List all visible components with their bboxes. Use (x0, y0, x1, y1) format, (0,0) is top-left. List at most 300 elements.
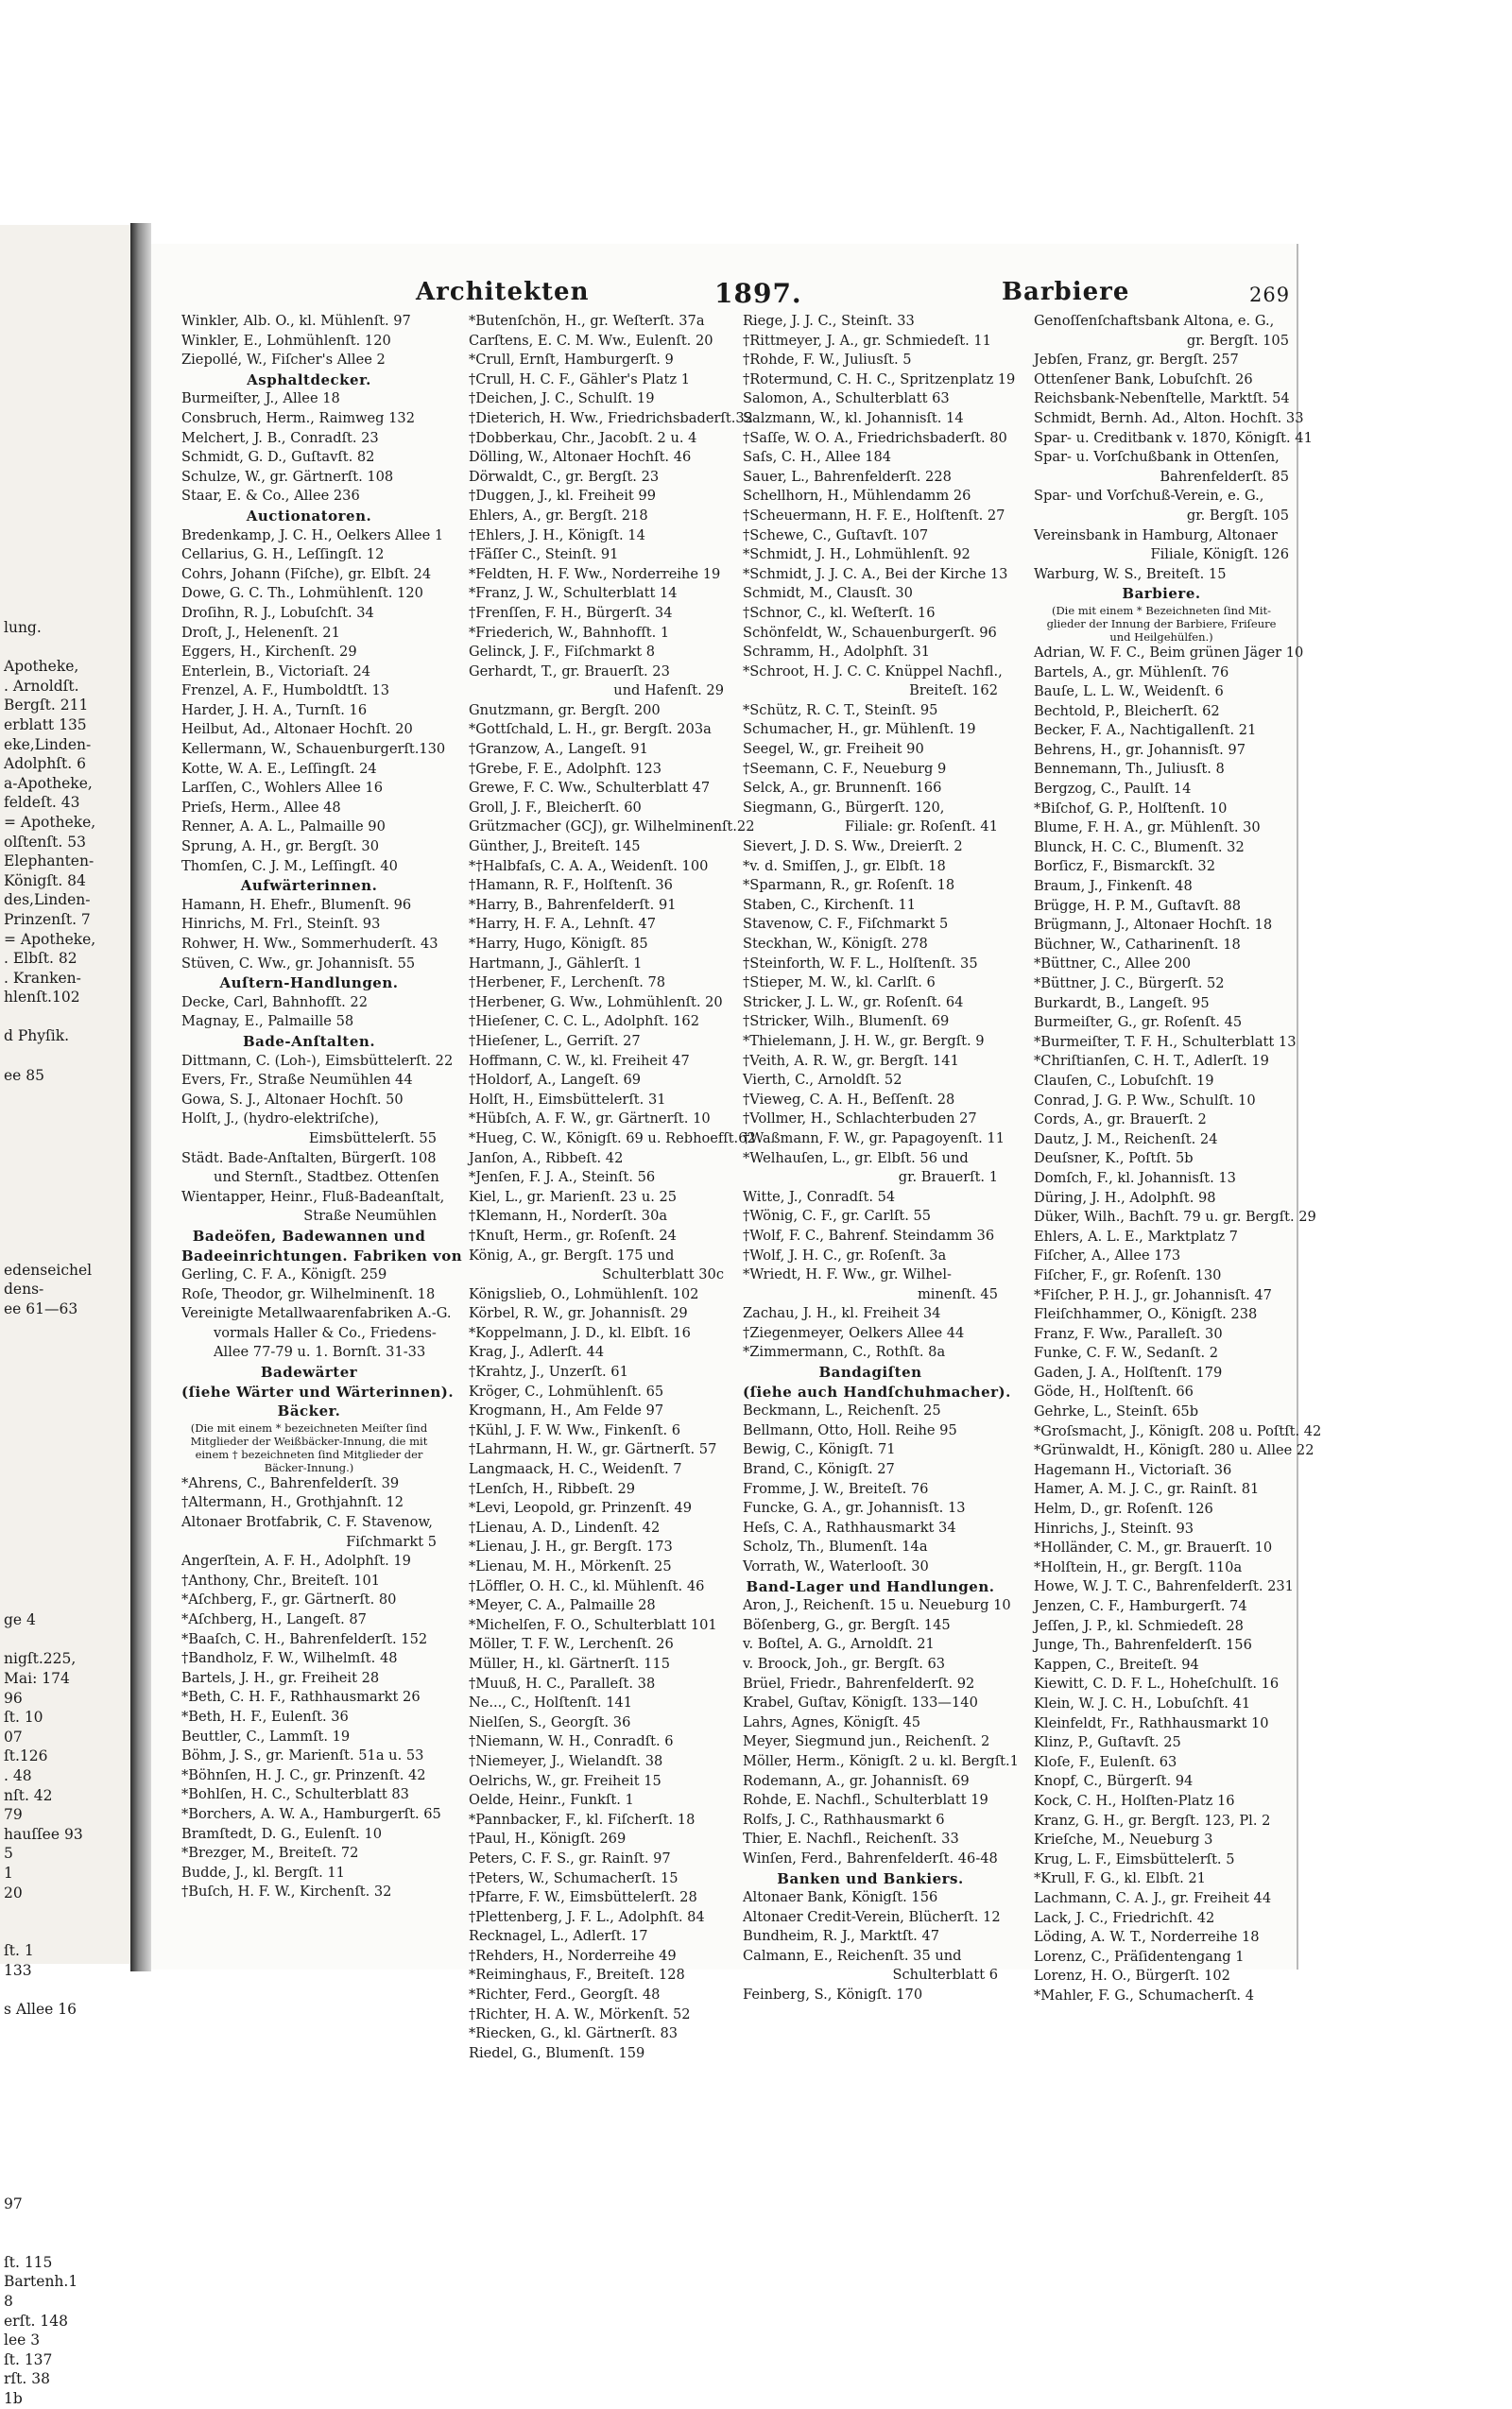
directory-entry: †Richter, H. A. W., Mörkenſt. 52 (469, 2005, 691, 2022)
directory-entry: †Grebe, F. E., Adolphſt. 123 (469, 760, 662, 777)
directory-entry: †Klemann, H., Norderſt. 30a (469, 1208, 668, 1225)
directory-entry: †Plettenberg, J. F. L., Adolphſt. 84 (469, 1908, 705, 1925)
header-year: 1897. (714, 278, 802, 309)
directory-entry: Carſtens, E. C. M. Ww., Eulenſt. 20 (469, 332, 713, 349)
directory-entry: Lahrs, Agnes, Königſt. 45 (743, 1713, 921, 1730)
directory-entry: †Schnor, C., kl. Weſterſt. 16 (743, 604, 936, 621)
directory-entry: *Schmidt, J. H., Lohmühlenſt. 92 (743, 546, 971, 563)
directory-entry: Gerling, C. F. A., Königſt. 259 (181, 1266, 387, 1283)
directory-entry: Filiale, Königſt. 126 (1150, 546, 1289, 563)
directory-entry: Recknagel, L., Adlerſt. 17 (469, 1928, 648, 1945)
directory-entry: Altonaer Brotfabrik, C. F. Stavenow, (181, 1514, 433, 1531)
directory-entry: Königslieb, O., Lohmühlenſt. 102 (469, 1285, 699, 1302)
directory-entry: Schellhorn, H., Mühlendamm 26 (743, 488, 971, 505)
directory-entry: Vereinigte Metallwaarenfabriken A.-G. (181, 1305, 452, 1322)
facing-page-line: . Elbſt. 82 (4, 950, 77, 968)
directory-entry: Deuſsner, K., Poſtſt. 5b (1034, 1150, 1194, 1167)
directory-entry: Gnutzmann, gr. Bergſt. 200 (469, 701, 661, 718)
section-note: (Die mit einem * Bezeichneten ſind Mit- (1051, 603, 1272, 617)
directory-entry: Sievert, J. D. S. Ww., Dreierſt. 2 (743, 838, 963, 855)
facing-page-line: ee 61—63 (4, 1299, 78, 1317)
directory-entry: Clauſen, C., Lobuſchſt. 19 (1034, 1072, 1214, 1089)
facing-page-line: 5 (4, 1845, 13, 1863)
directory-column-4 (1034, 312, 1322, 2005)
directory-entry: Fleiſchhammer, O., Königſt. 238 (1034, 1306, 1258, 1323)
directory-entry: *Friederich, W., Bahnhofſt. 1 (469, 624, 670, 641)
directory-entry: Jenzen, C. F., Hamburgerſt. 74 (1034, 1598, 1247, 1614)
directory-entry: Vereinsbank in Hamburg, Altonaer (1034, 526, 1278, 543)
directory-entry: †Pfarre, F. W., Eimsbüttelerſt. 28 (469, 1889, 697, 1906)
directory-entry: Fromme, J. W., Breiteſt. 76 (743, 1480, 929, 1497)
directory-entry: Salomon, A., Schulterblatt 63 (743, 390, 950, 407)
directory-entry: †Peters, W., Schumacherſt. 15 (469, 1869, 679, 1886)
directory-entry: Vierth, C., Arnoldſt. 52 (743, 1072, 902, 1089)
directory-entry: Kranz, G. H., gr. Bergſt. 123, Pl. 2 (1034, 1812, 1271, 1829)
directory-entry: Siegmann, G., Bürgerſt. 120, (743, 799, 945, 816)
directory-entry: Brand, C., Königſt. 27 (743, 1461, 895, 1478)
directory-entry: minenſt. 45 (917, 1285, 998, 1302)
facing-page-line: Bartenh.1 (4, 2273, 78, 2291)
directory-entry: Schulterblatt 6 (892, 1967, 998, 1984)
directory-entry: Oelde, Heinr., Funkſt. 1 (469, 1792, 634, 1809)
directory-column-1 (181, 312, 463, 1902)
facing-page-line (4, 2039, 259, 2058)
facing-page-line: d Phyſik. (4, 1027, 70, 1045)
section-heading: Banken und Bankiers. (777, 1869, 964, 1887)
directory-entry: Conrad, J. G. P. Ww., Schulſt. 10 (1034, 1092, 1256, 1109)
directory-entry: *Harry, H. F. A., Lehnſt. 47 (469, 916, 657, 933)
facing-page-line: des,Linden- (4, 891, 91, 909)
directory-entry: Brügge, H. P. M., Guſtavſt. 88 (1034, 897, 1242, 914)
directory-entry: Bramſtedt, D. G., Eulenſt. 10 (181, 1825, 383, 1842)
directory-entry: Calmann, E., Reichenſt. 35 und (743, 1947, 962, 1964)
directory-entry: †Frenſſen, F. H., Bürgerſt. 34 (469, 604, 673, 621)
directory-entry: Bergzog, C., Paulſt. 14 (1034, 781, 1192, 798)
directory-entry: Grützmacher (GCJ), gr. Wilhelminenſt.22 (469, 818, 755, 835)
directory-column-2 (469, 312, 756, 2063)
facing-page-fragment (0, 225, 133, 2408)
directory-entry: *Sparmann, R., gr. Roſenſt. 18 (743, 877, 955, 894)
directory-entry: v. Boſtel, A. G., Arnoldſt. 21 (743, 1636, 935, 1653)
directory-entry: Magnay, E., Palmaille 58 (181, 1013, 354, 1030)
directory-entry: Bartels, A., gr. Mühlenſt. 76 (1034, 663, 1229, 680)
directory-entry: Enterlein, B., Victoriaſt. 24 (181, 662, 371, 680)
directory-entry: †Lienau, A. D., Lindenſt. 42 (469, 1519, 661, 1536)
directory-entry: Göde, H., Holſtenſt. 66 (1034, 1384, 1194, 1401)
directory-entry: vormals Haller & Co., Friedens- (214, 1324, 437, 1341)
directory-entry: *Welhauſen, L., gr. Elbſt. 56 und (743, 1149, 969, 1166)
directory-entry: †Schewe, C., Guſtavſt. 107 (743, 526, 929, 543)
directory-entry: Rohwer, H. Ww., Sommerhuderſt. 43 (181, 936, 438, 952)
directory-entry: *Pannbacker, F., kl. Fiſcherſt. 18 (469, 1811, 696, 1828)
directory-entry: Aron, J., Reichenſt. 15 u. Neueburg 10 (743, 1597, 1011, 1614)
directory-entry: †Niemeyer, J., Wielandſt. 38 (469, 1752, 663, 1769)
facing-page-line: = Apotheke, (4, 813, 96, 831)
section-note: und Heilgehülfen.) (1109, 629, 1213, 644)
directory-entry: Klein, W. J. C. H., Lobuſchſt. 41 (1034, 1695, 1251, 1712)
directory-entry: *Bohlſen, H. C., Schulterblatt 83 (181, 1786, 409, 1803)
facing-page-line: Adolphſt. 6 (4, 755, 86, 773)
directory-entry: Kotte, W. A. E., Leſſingſt. 24 (181, 760, 377, 777)
directory-entry: Winkler, Alb. O., kl. Mühlenſt. 97 (181, 313, 411, 329)
directory-entry: †Stricker, Wilh., Blumenſt. 69 (743, 1013, 950, 1030)
directory-entry: *Aſchberg, F., gr. Gärtnerſt. 80 (181, 1592, 397, 1609)
facing-page-line (4, 2233, 259, 2253)
directory-entry: Holſt, H., Eimsbüttelerſt. 31 (469, 1091, 666, 1108)
directory-entry: *Biſchof, G. P., Holſtenſt. 10 (1034, 800, 1228, 817)
directory-entry: Breiteſt. 162 (909, 682, 998, 699)
directory-entry: *Borchers, A. W. A., Hamburgerſt. 65 (181, 1805, 441, 1822)
facing-page-line: olſtenſt. 53 (4, 833, 86, 851)
directory-entry: Seegel, W., gr. Freiheit 90 (743, 741, 924, 758)
facing-page-line: Apotheke, (4, 658, 79, 676)
facing-page-line: . 48 (4, 1767, 32, 1785)
directory-entry: *Reiminghaus, F., Breiteſt. 128 (469, 1967, 685, 1984)
directory-entry: Hamann, H. Ehefr., Blumenſt. 96 (181, 896, 412, 913)
directory-entry: *Levi, Leopold, gr. Prinzenſt. 49 (469, 1500, 693, 1517)
directory-entry: †Buſch, H. F. W., Kirchenſt. 32 (181, 1884, 392, 1901)
directory-entry: Hamer, A. M. J. C., gr. Rainſt. 81 (1034, 1481, 1260, 1498)
directory-entry: Harder, J. H. A., Turnſt. 16 (181, 701, 368, 718)
directory-entry: *Franz, J. W., Schulterblatt 14 (469, 585, 678, 602)
directory-entry: *Schroot, H. J. C. C. Knüppel Nachfl., (743, 662, 1003, 680)
directory-entry: †Dieterich, H. Ww., Friedrichsbaderſt.32 (469, 409, 753, 426)
directory-entry: *Lienau, M. H., Mörkenſt. 25 (469, 1558, 672, 1574)
facing-page-line: erſt. 148 (4, 2312, 68, 2330)
facing-page-line (4, 2156, 259, 2176)
directory-entry: Steckhan, W., Königſt. 278 (743, 936, 928, 952)
directory-entry: Cords, A., gr. Brauerſt. 2 (1034, 1111, 1207, 1128)
directory-entry: Hartmann, J., Gählerſt. 1 (469, 955, 643, 972)
directory-entry: Böhm, J. S., gr. Marienſt. 51a u. 53 (181, 1747, 424, 1764)
facing-page-line: edenseichel (4, 1261, 93, 1279)
directory-entry: Winſen, Ferd., Bahrenfelderſt. 46-48 (743, 1850, 998, 1867)
directory-entry: *Hübſch, A. F. W., gr. Gärtnerſt. 10 (469, 1110, 711, 1127)
directory-entry: Kellermann, W., Schauenburgerſt.130 (181, 741, 446, 758)
directory-entry: Schumacher, H., gr. Mühlenſt. 19 (743, 721, 976, 738)
facing-page-line: 1b (4, 2390, 23, 2408)
directory-entry: Saſs, C. H., Allee 184 (743, 449, 892, 466)
directory-entry: Budde, J., kl. Bergſt. 11 (181, 1864, 345, 1881)
directory-entry: *Michelſen, F. O., Schulterblatt 101 (469, 1616, 717, 1633)
directory-entry: †Krahtz, J., Unzerſt. 61 (469, 1364, 628, 1381)
directory-entry: Funcke, G. A., gr. Johannisſt. 13 (743, 1500, 966, 1517)
directory-entry: *Butenſchön, H., gr. Weſterſt. 37a (469, 313, 705, 329)
directory-entry: Möller, T. F. W., Lerchenſt. 26 (469, 1636, 674, 1653)
directory-entry: Heſs, C. A., Rathhausmarkt 34 (743, 1519, 956, 1536)
directory-entry: Braum, J., Finkenſt. 48 (1034, 878, 1193, 895)
section-note: einem † bezeichneten ſind Mitglieder der (195, 1447, 423, 1461)
directory-entry: Brügmann, J., Altonaer Hochſt. 18 (1034, 917, 1273, 934)
directory-entry: †Deichen, J. C., Schulſt. 19 (469, 390, 655, 407)
directory-entry: Schmidt, M., Clausſt. 30 (743, 585, 913, 602)
directory-entry: †Holdorf, A., Langeſt. 69 (469, 1072, 642, 1089)
section-heading: Badewärter (260, 1364, 358, 1382)
directory-entry: †Wolf, F. C., Bahrenf. Steindamm 36 (743, 1227, 995, 1244)
directory-entry: *Fiſcher, P. H. J., gr. Johannisſt. 47 (1034, 1286, 1272, 1303)
directory-entry: Evers, Fr., Straße Neumühlen 44 (181, 1072, 413, 1089)
directory-entry: Rodemann, A., gr. Johannisſt. 69 (743, 1772, 970, 1789)
directory-entry: Krug, L. F., Eimsbüttelerſt. 5 (1034, 1850, 1235, 1867)
directory-entry: Krag, J., Adlerſt. 44 (469, 1344, 605, 1361)
section-heading: Bade-Anſtalten. (242, 1032, 376, 1050)
directory-entry: Spar- u. Creditbank v. 1870, Königſt. 41 (1034, 429, 1313, 446)
facing-page-line (4, 2136, 259, 2156)
facing-page-line: 20 (4, 1884, 23, 1901)
facing-page-line: 07 (4, 1728, 23, 1746)
directory-entry: Cellarius, G. H., Leſſingſt. 12 (181, 546, 385, 563)
directory-entry: Dautz, J. M., Reichenſt. 24 (1034, 1130, 1218, 1147)
directory-entry: †Wönig, C. F., gr. Carlſt. 55 (743, 1208, 932, 1225)
directory-entry: Reichsbank-Nebenſtelle, Marktſt. 54 (1034, 390, 1290, 407)
directory-entry: Möller, Herm., Königſt. 2 u. kl. Bergſt.1 (743, 1752, 1019, 1769)
directory-entry: *Wriedt, H. F. Ww., gr. Wilhel- (743, 1266, 952, 1283)
directory-entry: Roſe, Theodor, gr. Wilhelminenſt. 18 (181, 1285, 436, 1302)
directory-entry: Helm, D., gr. Roſenſt. 126 (1034, 1501, 1213, 1518)
facing-page-line: Elephanten- (4, 852, 94, 870)
facing-page-line: rſt. 38 (4, 2370, 50, 2388)
directory-entry: Büchner, W., Catharinenſt. 18 (1034, 936, 1241, 953)
directory-entry: Prieſs, Herm., Allee 48 (181, 799, 341, 816)
directory-entry: Altonaer Credit-Verein, Blücherſt. 12 (743, 1908, 1001, 1925)
directory-entry: Jeſſen, J. P., kl. Schmiedeſt. 28 (1034, 1617, 1244, 1634)
directory-entry: †Saſſe, W. O. A., Friedrichsbaderſt. 80 (743, 429, 1007, 446)
directory-entry: Rohde, E. Nachfl., Schulterblatt 19 (743, 1792, 988, 1809)
directory-entry: Kappen, C., Breiteſt. 94 (1034, 1656, 1199, 1673)
directory-entry: †Scheuermann, H. F. E., Holſtenſt. 27 (743, 507, 1005, 524)
directory-entry: *Harry, B., Bahrenfelderſt. 91 (469, 896, 677, 913)
directory-entry: Funke, C. F. W., Sedanſt. 2 (1034, 1345, 1219, 1362)
header-left-keyword: Architekten (416, 278, 590, 306)
directory-entry: Borſicz, F., Bismarckſt. 32 (1034, 858, 1215, 875)
facing-page-line: hlenſt.102 (4, 989, 80, 1007)
directory-entry: †Niemann, W. H., Conradſt. 6 (469, 1733, 674, 1750)
facing-page-line: 8 (4, 2293, 13, 2311)
facing-page-line (4, 2097, 259, 2117)
directory-entry: †Vollmer, H., Schlachterbuden 27 (743, 1110, 977, 1127)
directory-entry: Eggers, H., Kirchenſt. 29 (181, 644, 357, 661)
directory-entry: †Fäſſer C., Steinſt. 91 (469, 546, 619, 563)
directory-entry: Beuttler, C., Lammſt. 19 (181, 1728, 351, 1745)
directory-entry: *Gottſchald, L. H., gr. Bergſt. 203a (469, 721, 712, 738)
directory-entry: Filiale: gr. Roſenſt. 41 (844, 818, 998, 835)
directory-entry: Melchert, J. B., Conradſt. 23 (181, 429, 379, 446)
directory-entry: Staben, C., Kirchenſt. 11 (743, 896, 917, 913)
directory-entry: Knopf, C., Bürgerſt. 94 (1034, 1773, 1194, 1790)
directory-entry: *Ahrens, C., Bahrenfelderſt. 39 (181, 1474, 400, 1491)
directory-entry: Schmidt, Bernh. Ad., Alton. Hochſt. 33 (1034, 409, 1304, 426)
directory-entry: *Beth, C. H. F., Rathhausmarkt 26 (181, 1689, 421, 1706)
directory-entry: Peters, C. F. S., gr. Rainſt. 97 (469, 1850, 671, 1867)
directory-entry: Riege, J. J. C., Steinſt. 33 (743, 313, 915, 329)
directory-entry: Lorenz, H. O., Bürgerſt. 102 (1034, 1968, 1230, 1985)
directory-entry: Meyer, Siegmund jun., Reichenſt. 2 (743, 1733, 990, 1750)
directory-entry: †Rehders, H., Norderreihe 49 (469, 1947, 677, 1964)
directory-entry: *Jenſen, F. J. A., Steinſt. 56 (469, 1169, 656, 1186)
directory-entry: *Aſchberg, H., Langeſt. 87 (181, 1611, 367, 1627)
directory-entry: Hinrichs, M. Frl., Steinſt. 93 (181, 916, 381, 933)
directory-entry: †Löffler, O. H. C., kl. Mühlenſt. 46 (469, 1577, 705, 1594)
directory-entry: Ottenſener Bank, Lobuſchſt. 26 (1034, 370, 1253, 387)
facing-page-line: . Kranken- (4, 969, 81, 987)
facing-page-line: Prinzenſt. 7 (4, 910, 91, 928)
facing-page-line: nſt. 42 (4, 1786, 53, 1804)
directory-entry: *Holſtein, H., gr. Bergſt. 110a (1034, 1558, 1243, 1575)
directory-entry: Eimsbüttelerſt. 55 (308, 1129, 437, 1146)
directory-entry: Hoffmann, C. W., kl. Freiheit 47 (469, 1052, 690, 1069)
directory-entry: Bartels, J. H., gr. Freiheit 28 (181, 1669, 380, 1686)
directory-entry: Wientapper, Heinr., Fluß-Badeanſtalt, (181, 1188, 445, 1205)
section-heading: Aufwärterinnen. (240, 877, 378, 895)
directory-entry: Kloſe, F., Eulenſt. 63 (1034, 1753, 1177, 1770)
directory-entry: †Rohde, F. W., Juliusſt. 5 (743, 352, 912, 369)
facing-page-line (4, 2214, 259, 2234)
directory-entry: *†Halbfaſs, C. A. A., Weidenſt. 100 (469, 857, 709, 874)
section-heading: Barbiere. (1122, 585, 1201, 603)
directory-entry: Sprung, A. H., gr. Bergſt. 30 (181, 838, 379, 855)
directory-entry: *Thielemann, J. H. W., gr. Bergſt. 9 (743, 1032, 985, 1049)
directory-entry: Klinz, P., Guſtavſt. 25 (1034, 1734, 1181, 1751)
facing-page-line: ee 85 (4, 1066, 44, 1084)
directory-entry: Stüven, C. Ww., gr. Johannisſt. 55 (181, 955, 416, 972)
facing-page-line: 133 (4, 1961, 32, 1979)
directory-entry: †Steinforth, W. F. L., Holſtenſt. 35 (743, 955, 978, 972)
facing-page-line: lee 3 (4, 2332, 41, 2349)
section-heading: Auctionatoren. (246, 507, 372, 525)
directory-entry: *Grünwaldt, H., Königſt. 280 u. Allee 22 (1034, 1442, 1314, 1459)
facing-page-line: 96 (4, 1689, 23, 1707)
directory-entry: Kock, C. H., Holſten-Platz 16 (1034, 1792, 1235, 1809)
directory-entry: Droſihn, R. J., Lobuſchſt. 34 (181, 604, 374, 621)
directory-entry: *Groſsmacht, J., Königſt. 208 u. Poſtſt. 42 (1034, 1422, 1322, 1439)
directory-entry: und Sternſt., Stadtbez. Ottenſen (214, 1169, 439, 1186)
directory-entry: Thier, E. Nachfl., Reichenſt. 33 (743, 1831, 959, 1848)
directory-entry: Blunck, H. C. C., Blumenſt. 32 (1034, 838, 1245, 855)
directory-entry: Spar- u. Vorſchußbank in Ottenſen, (1034, 449, 1280, 466)
directory-entry: *Koppelmann, J. D., kl. Elbſt. 16 (469, 1324, 691, 1341)
directory-entry: *Schmidt, J. J. C. A., Bei der Kirche 13 (743, 565, 1008, 582)
directory-entry: Spar- und Vorſchuß-Verein, e. G., (1034, 488, 1264, 505)
directory-entry: Hagemann H., Victoriaſt. 36 (1034, 1461, 1232, 1478)
facing-page-line: erblatt 135 (4, 715, 87, 733)
directory-entry: *Schütz, R. C. T., Steinſt. 95 (743, 701, 938, 718)
directory-entry: Böſenberg, G., gr. Bergſt. 145 (743, 1616, 951, 1633)
directory-entry: *Riecken, G., kl. Gärtnerſt. 83 (469, 2025, 679, 2042)
facing-page-line: ge 4 (4, 1611, 36, 1629)
directory-entry: Kleinfeldt, Fr., Rathhausmarkt 10 (1034, 1714, 1269, 1731)
facing-page-line (4, 2117, 259, 2137)
directory-entry: Burkardt, B., Langeſt. 95 (1034, 994, 1210, 1011)
directory-entry: Bellmann, Otto, Holl. Reihe 95 (743, 1421, 957, 1438)
facing-page-line: hauſſee 93 (4, 1825, 83, 1843)
section-heading: Band-Lager und Handlungen. (746, 1577, 995, 1595)
directory-entry: †Dobberkau, Chr., Jacobſt. 2 u. 4 (469, 429, 697, 446)
facing-page-line: Königſt. 84 (4, 871, 86, 889)
directory-entry: †Duggen, J., kl. Freiheit 99 (469, 488, 656, 505)
directory-entry: Fiſcher, A., Allee 173 (1034, 1248, 1181, 1265)
facing-page-line: Mai: 174 (4, 1670, 70, 1688)
section-heading: Badeöfen, Badewannen und (192, 1227, 426, 1245)
facing-page-line: = Apotheke, (4, 930, 96, 948)
directory-entry: Droſt, J., Helenenſt. 21 (181, 624, 340, 641)
directory-entry: Consbruch, Herm., Raimweg 132 (181, 409, 415, 426)
directory-entry: Burmeiſter, G., gr. Roſenſt. 45 (1034, 1014, 1243, 1031)
directory-entry: Oelrichs, W., gr. Freiheit 15 (469, 1772, 662, 1789)
directory-entry: *Holländer, C. M., gr. Brauerſt. 10 (1034, 1540, 1273, 1557)
directory-entry: Burmeiſter, J., Allee 18 (181, 390, 340, 407)
directory-entry: Decke, Carl, Bahnhofſt. 22 (181, 993, 368, 1010)
directory-entry: Krogmann, H., Am Felde 97 (469, 1402, 664, 1420)
directory-entry: Schramm, H., Adolphſt. 31 (743, 644, 931, 661)
directory-entry: Krabel, Guſtav, Königſt. 133—140 (743, 1695, 978, 1712)
directory-entry: †Rotermund, C. H. C., Spritzenplatz 19 (743, 370, 1016, 387)
directory-entry: Junge, Th., Bahrenfelderſt. 156 (1034, 1637, 1252, 1654)
directory-entry: †Bandholz, F. W., Wilhelmſt. 48 (181, 1650, 398, 1667)
directory-entry: Günther, J., Breiteſt. 145 (469, 838, 641, 855)
directory-entry: Müller, H., kl. Gärtnerſt. 115 (469, 1655, 671, 1672)
directory-entry: Selck, A., gr. Brunnenſt. 166 (743, 780, 942, 797)
directory-entry: Feinberg, S., Königſt. 170 (743, 1987, 923, 2004)
directory-entry: Gelinck, J. F., Fiſchmarkt 8 (469, 644, 655, 661)
directory-entry: Kröger, C., Lohmühlenſt. 65 (469, 1383, 664, 1400)
directory-entry: *Beth, H. F., Eulenſt. 36 (181, 1708, 349, 1725)
directory-entry: †Vieweg, C. A. H., Beſſenſt. 28 (743, 1091, 955, 1108)
facing-page-line (4, 2058, 259, 2078)
directory-entry: †Muuß, H. C., Paralleſt. 38 (469, 1675, 656, 1692)
facing-page-line: nigſt.225, (4, 1650, 77, 1668)
directory-entry: *Baaſch, C. H., Bahrenfelderſt. 152 (181, 1630, 428, 1647)
directory-entry: †Kühl, J. F. W. Ww., Finkenſt. 6 (469, 1421, 681, 1438)
directory-entry: †Ziegenmeyer, Oelkers Allee 44 (743, 1324, 965, 1341)
section-heading: Auſtern-Handlungen. (219, 974, 399, 992)
directory-entry: Gowa, S. J., Altonaer Hochſt. 50 (181, 1091, 404, 1108)
facing-page-line: Bergſt. 211 (4, 697, 89, 714)
directory-entry: Ehlers, A., gr. Bergſt. 218 (469, 507, 648, 524)
directory-entry: †Hieſener, L., Gerriſt. 27 (469, 1032, 641, 1049)
directory-entry: Bahrenfelderſt. 85 (1160, 468, 1289, 485)
directory-entry: †Waßmann, F. W., gr. Papagoyenſt. 11 (743, 1129, 1005, 1146)
directory-entry: Langmaack, H. C., Weidenſt. 7 (469, 1461, 682, 1478)
directory-entry: †Seemann, C. F., Neueburg 9 (743, 760, 947, 777)
section-note: glieder der Innung der Barbiere, Friſeure (1046, 616, 1277, 630)
facing-page-line: s Allee 16 (4, 2001, 77, 2019)
directory-entry: Janſon, A., Ribbeſt. 42 (469, 1149, 624, 1166)
directory-entry: und Hafenſt. 29 (613, 682, 724, 699)
directory-entry: *v. d. Smiſſen, J., gr. Elbſt. 18 (743, 857, 946, 874)
directory-entry: †Veith, A. R. W., gr. Bergſt. 141 (743, 1052, 959, 1069)
directory-entry: Krieſche, M., Neueburg 3 (1034, 1832, 1213, 1849)
directory-entry: Gerhardt, T., gr. Brauerſt. 23 (469, 662, 670, 680)
page-number: 269 (1249, 284, 1291, 306)
directory-entry: *Harry, Hugo, Königſt. 85 (469, 936, 648, 952)
directory-entry: Warburg, W. S., Breiteſt. 15 (1034, 565, 1227, 582)
directory-entry: *Büttner, C., Allee 200 (1034, 955, 1192, 972)
directory-entry: *Burmeiſter, T. F. H., Schulterblatt 13 (1034, 1033, 1297, 1050)
directory-entry: *Mahler, F. G., Schumacherſt. 4 (1034, 1987, 1254, 2004)
directory-column-3 (743, 312, 1019, 2005)
directory-entry: †Herbener, G. Ww., Lohmühlenſt. 20 (469, 993, 723, 1010)
directory-entry: †Stieper, M. W., kl. Carlſt. 6 (743, 974, 936, 991)
directory-entry: Schulterblatt 30c (602, 1266, 724, 1283)
directory-entry: Brüel, Friedr., Bahrenfelderſt. 92 (743, 1675, 975, 1692)
directory-entry: †Herbener, F., Lerchenſt. 78 (469, 974, 666, 991)
section-heading: (ſiehe Wärter und Wärterinnen). (181, 1383, 455, 1401)
directory-entry: König, A., gr. Bergſt. 175 und (469, 1247, 675, 1264)
directory-entry: Staar, E. & Co., Allee 236 (181, 488, 360, 505)
directory-entry: Bewig, C., Königſt. 71 (743, 1441, 896, 1458)
directory-entry: Bauſe, L. L. W., Weidenſt. 6 (1034, 683, 1224, 700)
directory-entry: Winkler, E., Lohmühlenſt. 120 (181, 332, 391, 349)
